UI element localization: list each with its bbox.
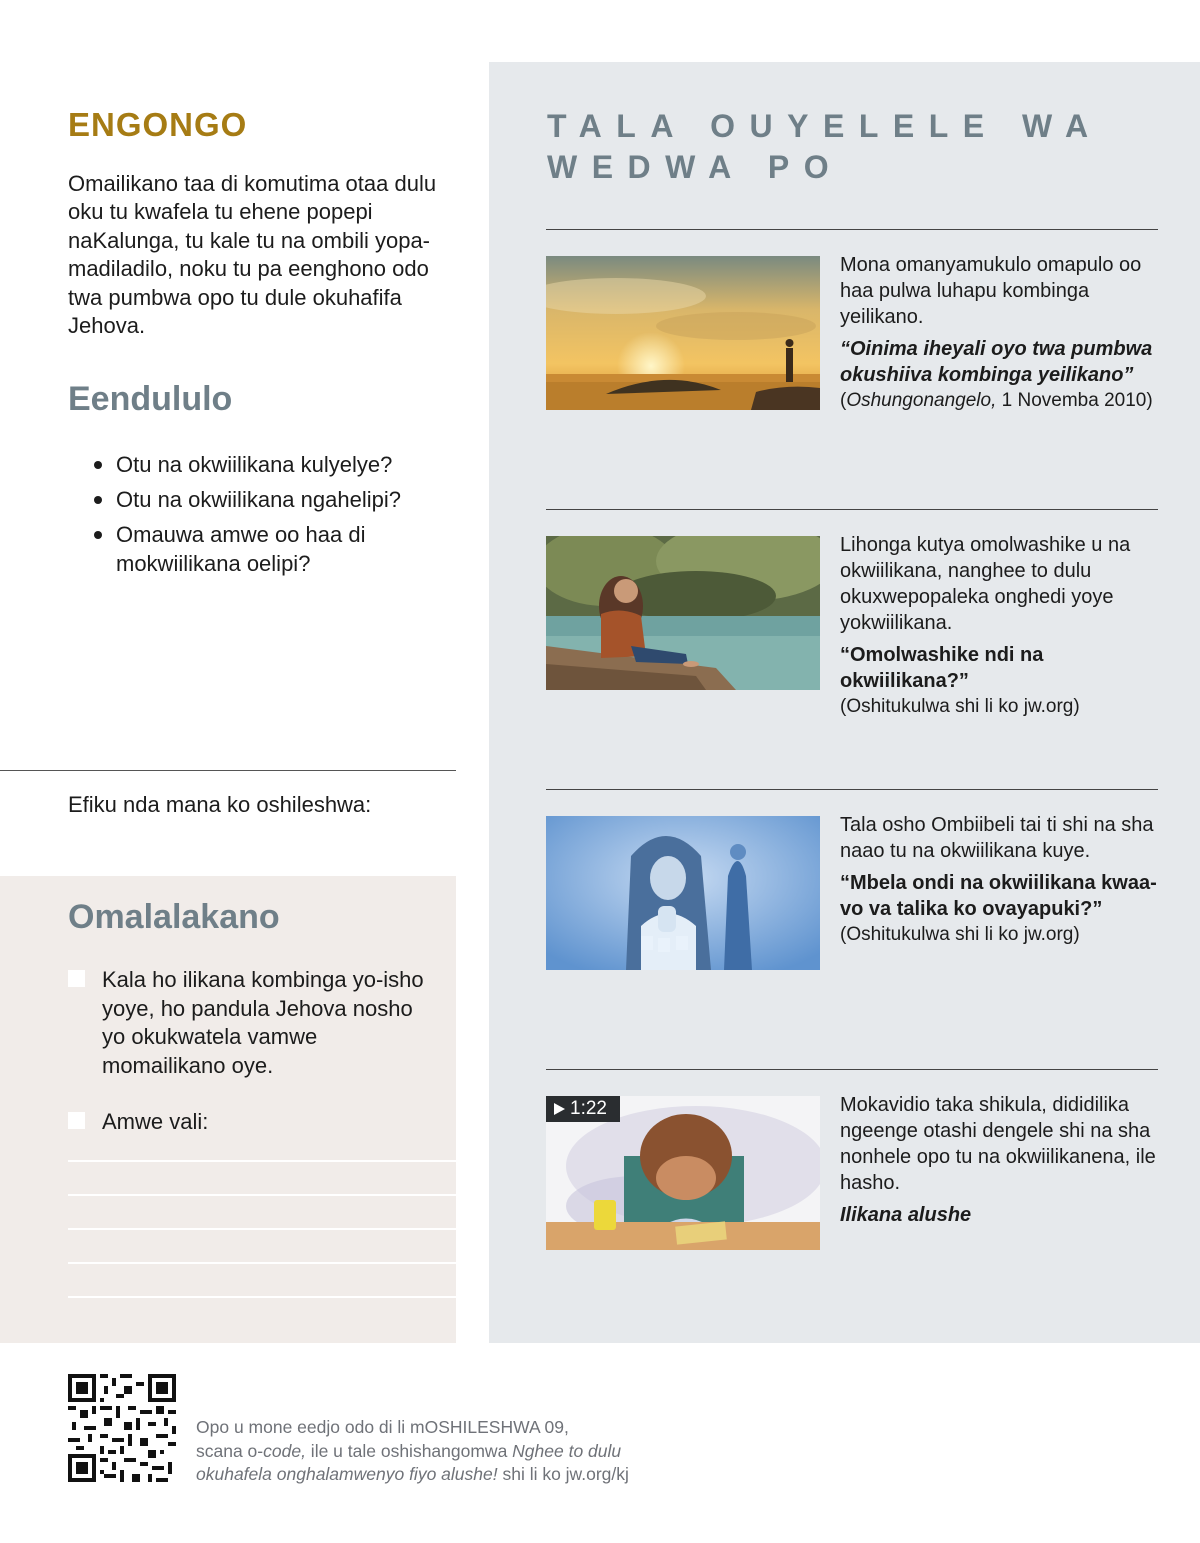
woman-praying-before-statue-image[interactable] xyxy=(546,816,820,970)
divider xyxy=(546,229,1158,230)
write-in-line[interactable] xyxy=(68,1296,456,1298)
list-item: Otu na okwiilikana kulyelye? xyxy=(92,450,452,479)
item-description: Mokavidio taka shikula, dididilika ngeenge otashi dengele shi na sha nonhele opo tu na okwiilikanena, ile hasho. xyxy=(840,1094,1156,1194)
reading-item-3 xyxy=(840,812,1158,948)
review-heading: Eendululo xyxy=(68,380,233,418)
item-description: Lihonga kutya omolwashike u na okwiilikana, nanghee to dulu okuxwepopaleka onghedi yoye yokwiilikana. xyxy=(840,534,1131,634)
left-column xyxy=(0,0,456,1343)
item-reference-source: (Oshungonangelo, 1 Novemba 2010) xyxy=(840,390,1153,411)
list-item: Otu na okwiilikana ngahelipi? xyxy=(92,485,452,514)
footer-link[interactable]: shi li ko jw.org/kj xyxy=(497,1464,629,1484)
item-reference-title[interactable]: “Omolwashike ndi na okwiilikana?” xyxy=(840,644,1044,692)
divider xyxy=(0,770,456,771)
reading-item-2 xyxy=(840,532,1158,720)
list-item: Omauwa amwe oo haa di mokwiilikana oelipi? xyxy=(92,520,452,578)
topic-text: Omailikano taa di komutima otaa dulu oku tu kwafela tu ehene popepi naKalunga, tu kale tu na ombili yopa-madiladilo, noku tu pa eenghono odo twa pumbwa opo tu dule okuhafifa Jehova. xyxy=(68,171,437,339)
write-in-line[interactable] xyxy=(68,1194,456,1196)
write-in-line[interactable] xyxy=(68,1228,456,1230)
bullet-icon xyxy=(94,496,102,504)
goal-text: Amwe vali: xyxy=(102,1109,209,1134)
item-description: Mona omanyamukulo omapulo oo haa pulwa luhapu kombinga yeilikano. xyxy=(840,254,1142,328)
panel-title: TALA OUYELELE WA WEDWA PO xyxy=(547,108,1102,185)
date-completed-prompt: Efiku nda mana ko oshileshwa: xyxy=(68,792,372,817)
video-title[interactable]: Ilikana alushe xyxy=(840,1204,972,1226)
video-duration-badge: 1:22 xyxy=(546,1096,620,1122)
woman-sitting-by-river-image[interactable] xyxy=(546,536,820,690)
qr-code-icon[interactable] xyxy=(68,1374,176,1482)
reading-item-4 xyxy=(840,1092,1158,1228)
reading-item-1 xyxy=(840,252,1158,414)
topic-title: ENGONGO xyxy=(68,106,248,143)
goal-text: Kala ho ilikana kombinga yo-isho yoye, ho pandula Jehova nosho yo okukwatela vamwe momailikano oye. xyxy=(102,967,424,1078)
goal-item xyxy=(68,1108,428,1137)
footer-note: Opo u mone eedjo odo di li mOSHILESHWA 09, scana o-code, ile u tale oshishangomwa Nghee to dulu okuhafela onghalamwenyo fiyo alushe! shi li ko jw.org/kj xyxy=(196,1417,629,1484)
goal-item xyxy=(68,966,428,1080)
item-reference-source: (Oshitukulwa shi li ko jw.org) xyxy=(840,696,1080,717)
goal-checkbox[interactable] xyxy=(68,970,85,987)
write-in-line[interactable] xyxy=(68,1262,456,1264)
boy-praying-at-table-video[interactable] xyxy=(546,1096,820,1250)
bullet-icon xyxy=(94,461,102,469)
review-questions xyxy=(92,450,452,584)
write-in-line[interactable] xyxy=(68,1160,456,1162)
bullet-icon xyxy=(94,531,102,539)
divider xyxy=(546,789,1158,790)
divider xyxy=(546,509,1158,510)
goals-heading: Omalalakano xyxy=(68,898,280,936)
item-reference-title[interactable]: “Oinima iheyali oyo twa pumbwa okushiiva kombinga yeilikano” xyxy=(840,338,1153,386)
item-description: Tala osho Ombiibeli tai ti shi na sha naao tu na okwiilikana kuye. xyxy=(840,814,1154,862)
divider xyxy=(546,1069,1158,1070)
further-reading-panel xyxy=(489,62,1200,1343)
sunset-lake-person-image[interactable] xyxy=(546,256,820,410)
item-reference-title[interactable]: “Mbela ondi na okwiilikana kwaa-vo va talika ko ovayapuki?” xyxy=(840,872,1157,920)
goal-checkbox[interactable] xyxy=(68,1112,85,1129)
play-icon[interactable] xyxy=(554,1103,565,1115)
item-reference-source: (Oshitukulwa shi li ko jw.org) xyxy=(840,924,1080,945)
